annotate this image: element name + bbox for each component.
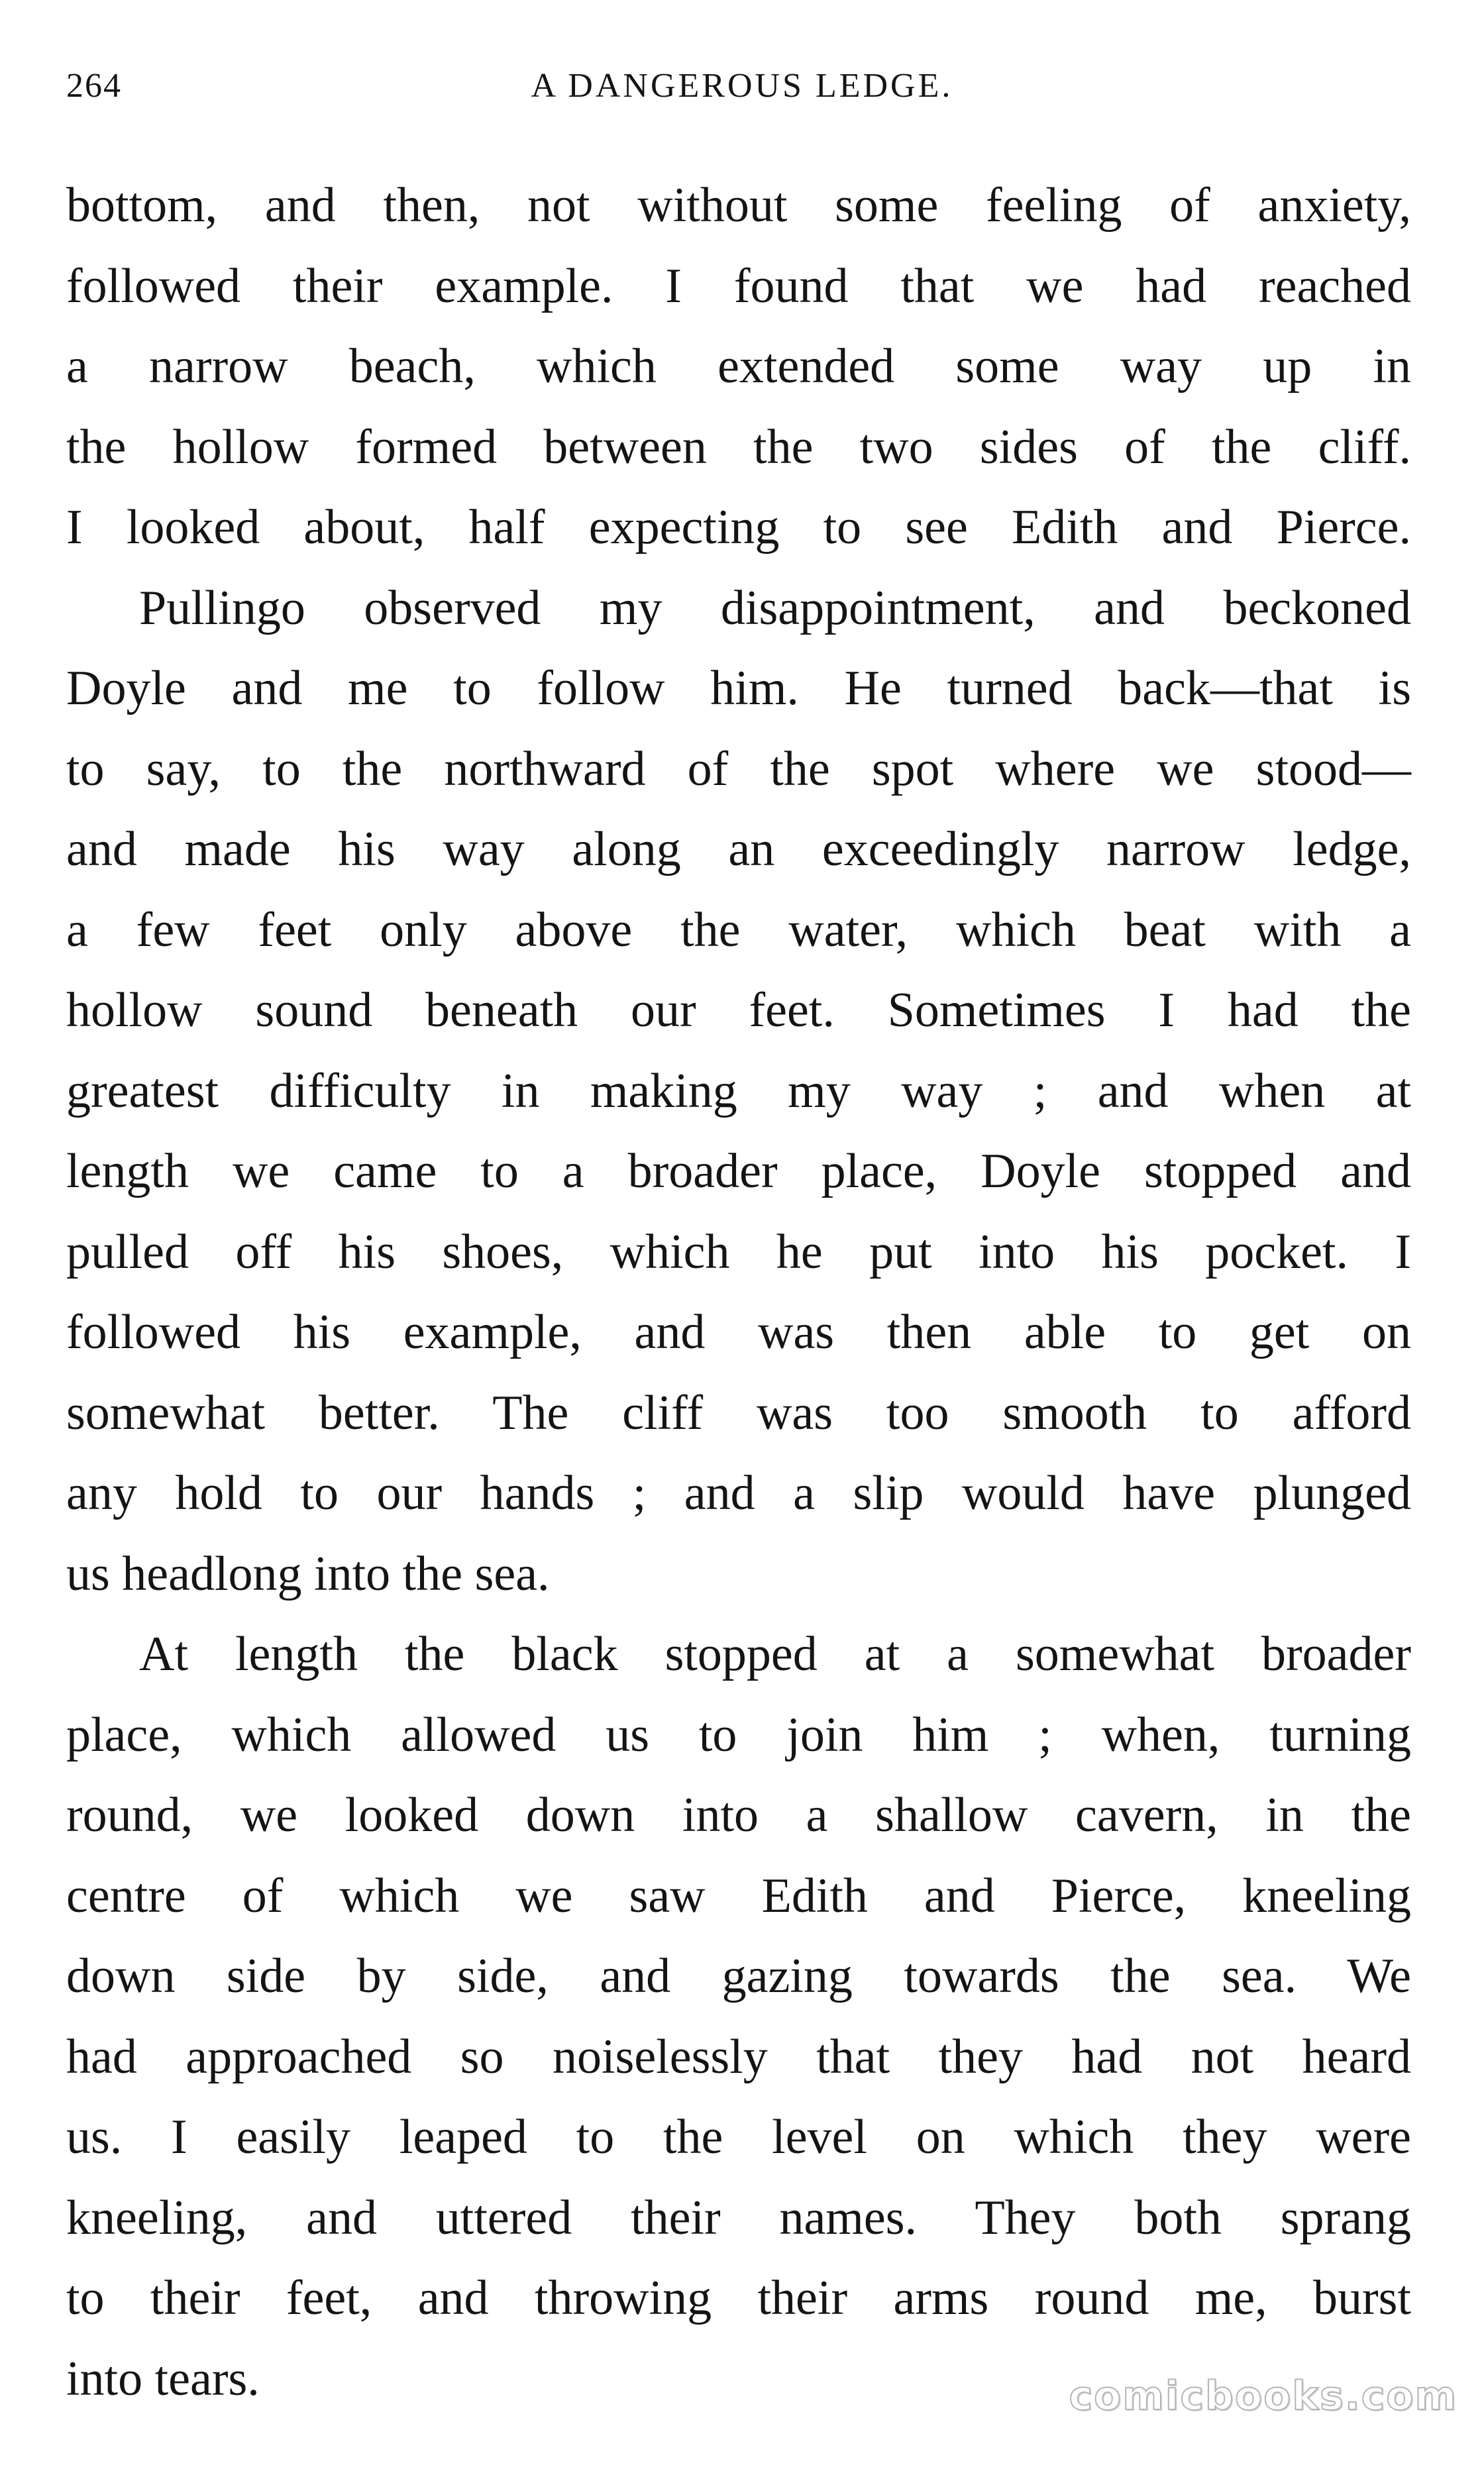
text-line: round, we looked down into a shallow cavern, in the xyxy=(66,1788,1411,1842)
text-line: to their feet, and throwing their arms round me, burst xyxy=(66,2271,1411,2325)
text-line: hollow sound beneath our feet. Sometimes I had the xyxy=(66,983,1411,1037)
text-line: down side by side, and gazing towards the sea. We xyxy=(66,1949,1411,2003)
text-line: I looked about, half expecting to see Edith and Pierce. xyxy=(66,500,1411,554)
text-line: into tears. xyxy=(66,2351,260,2406)
text-line: greatest difficulty in making my way ; and when at xyxy=(66,1063,1411,1118)
text-line: somewhat better. The cliff was too smooth to afford xyxy=(66,1385,1411,1440)
running-title: A DANGEROUS LEDGE. xyxy=(531,67,953,105)
text-line: Doyle and me to follow him. He turned back—that is xyxy=(66,661,1411,715)
text-line: followed their example. I found that we had reached xyxy=(66,258,1411,313)
text-line: a few feet only above the water, which beat with a xyxy=(66,902,1411,957)
text-line: any hold to our hands ; and a slip would have plunged xyxy=(66,1466,1411,1520)
text-line: length we came to a broader place, Doyle stopped and xyxy=(66,1144,1411,1198)
text-line: At length the black stopped at a somewhat broader xyxy=(139,1627,1411,1681)
text-line: centre of which we saw Edith and Pierce, kneeling xyxy=(66,1868,1411,1923)
text-line: to say, to the northward of the spot where we stood— xyxy=(66,741,1411,796)
text-line: Pullingo observed my disappointment, and beckoned xyxy=(139,580,1411,635)
text-line: pulled off his shoes, which he put into his pocket. I xyxy=(66,1224,1411,1279)
text-line: us headlong into the sea. xyxy=(66,1546,550,1601)
page-number: 264 xyxy=(66,67,122,105)
text-line: place, which allowed us to join him ; when, turning xyxy=(66,1707,1411,1762)
paragraph-1 xyxy=(66,166,1411,568)
watermark: comicbooks.com xyxy=(1069,2373,1458,2419)
text-line: us. I easily leaped to the level on which they were xyxy=(66,2110,1411,2164)
body-text xyxy=(66,166,1411,2419)
text-line: and made his way along an exceedingly narrow ledge, xyxy=(66,822,1411,876)
paragraph-3 xyxy=(66,1614,1411,2419)
text-line: the hollow formed between the two sides of the cliff. xyxy=(66,419,1411,474)
text-line: bottom, and then, not without some feeling of anxiety, xyxy=(66,178,1411,233)
running-head xyxy=(66,63,1418,109)
text-line: a narrow beach, which extended some way up in xyxy=(66,339,1411,394)
paragraph-2 xyxy=(66,568,1411,1615)
text-line: had approached so noiselessly that they had not heard xyxy=(66,2029,1411,2084)
text-line: followed his example, and was then able to get on xyxy=(66,1305,1411,1359)
text-line: kneeling, and uttered their names. They both sprang xyxy=(66,2190,1411,2245)
